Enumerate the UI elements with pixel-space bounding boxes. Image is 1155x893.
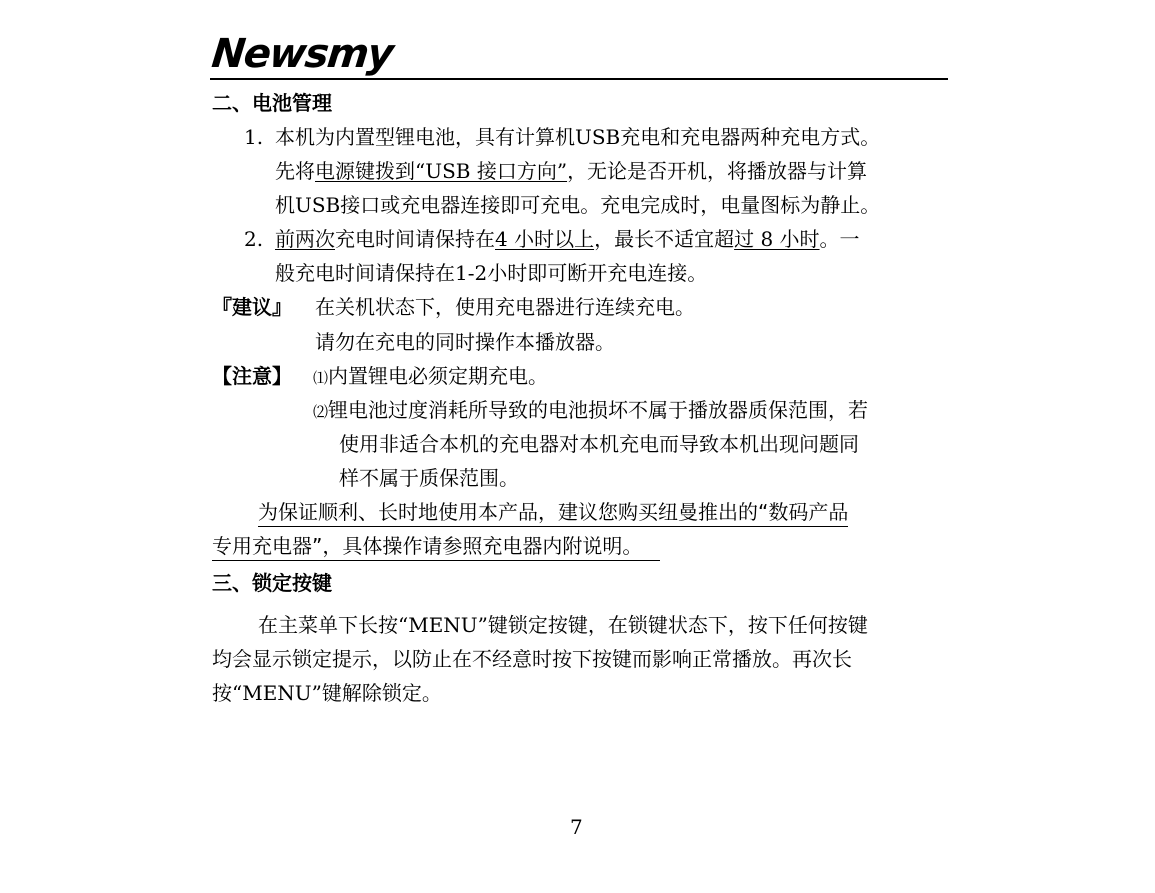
- item-2-text-b: ，最长不适宜超: [594, 227, 735, 251]
- item-1-line-1: 本机为内置型锂电池，具有计算机USB充电和充电器两种充电方式。: [275, 125, 881, 149]
- item-2-text-a: 充电时间请保持在: [335, 227, 495, 251]
- item-1-line-2-post: ，无论是否开机，将播放器与计算: [567, 159, 868, 183]
- notice-label: 【注意】: [212, 364, 292, 388]
- recommend-line-2-text: 专用充电器”，具体操作请参照充电器内附说明。: [212, 534, 660, 561]
- section-3-line-1: 在主菜单下长按“MENU”键锁定按键，在锁键状态下，按下任何按键: [258, 613, 868, 637]
- notice-point-2-line-2: 使用非适合本机的充电器对本机充电而导致本机出现问题同: [339, 432, 859, 456]
- suggestion-line-2: 请勿在充电的同时操作本播放器。: [315, 330, 615, 354]
- notice-point-1: [313, 363, 548, 391]
- item-1-line-2: [275, 158, 867, 184]
- item-1-underlined-text: 电源键拨到“USB 接口方向”: [315, 159, 568, 183]
- item-1-line-2-pre: 先将: [275, 159, 315, 183]
- notice-point-1-text: 内置锂电必须定期充电。: [328, 364, 549, 388]
- item-2-line-2: 般充电时间请保持在1-2小时即可断开充电连接。: [275, 261, 708, 285]
- section-3-line-3: 按“MENU”键解除锁定。: [212, 681, 442, 705]
- newsmy-logo: Newsmy: [209, 31, 395, 77]
- item-2-line-1: [275, 226, 860, 252]
- notice-point-2-text: 锂电池过度消耗所导致的电池损坏不属于播放器质保范围，若: [328, 398, 869, 422]
- item-2-text-c: 。一: [819, 227, 860, 251]
- item-2-underlined-hours: 4 小时以上: [495, 227, 595, 251]
- page-number: 7: [570, 815, 583, 839]
- item-2-number: 2.: [244, 227, 264, 251]
- notice-point-2-number: ⑵: [313, 403, 329, 421]
- recommend-line-2: [212, 533, 660, 559]
- item-1-line-3: 机USB接口或充电器连接即可充电。充电完成时，电量图标为静止。: [275, 193, 881, 217]
- item-2-underlined-max: 过 8 小时: [734, 227, 820, 251]
- header-rule: [210, 78, 948, 80]
- notice-point-1-number: ⑴: [313, 369, 329, 387]
- item-1-number: 1.: [244, 125, 264, 149]
- item-2-underlined-first: 前两次: [275, 227, 335, 251]
- suggestion-label: 『建议』: [212, 295, 292, 319]
- section-3-title: 三、锁定按键: [212, 571, 332, 595]
- section-2-title: 二、电池管理: [212, 91, 332, 115]
- recommend-line-1: [258, 499, 848, 525]
- notice-point-2-line-3: 样不属于质保范围。: [339, 466, 519, 490]
- section-3-line-2: 均会显示锁定提示，以防止在不经意时按下按键而影响正常播放。再次长: [212, 647, 852, 671]
- recommend-line-1-text: 为保证顺利、长时地使用本产品，建议您购买纽曼推出的“数码产品: [258, 500, 848, 527]
- notice-point-2-line-1: [313, 397, 868, 425]
- suggestion-line-1: 在关机状态下，使用充电器进行连续充电。: [315, 295, 695, 319]
